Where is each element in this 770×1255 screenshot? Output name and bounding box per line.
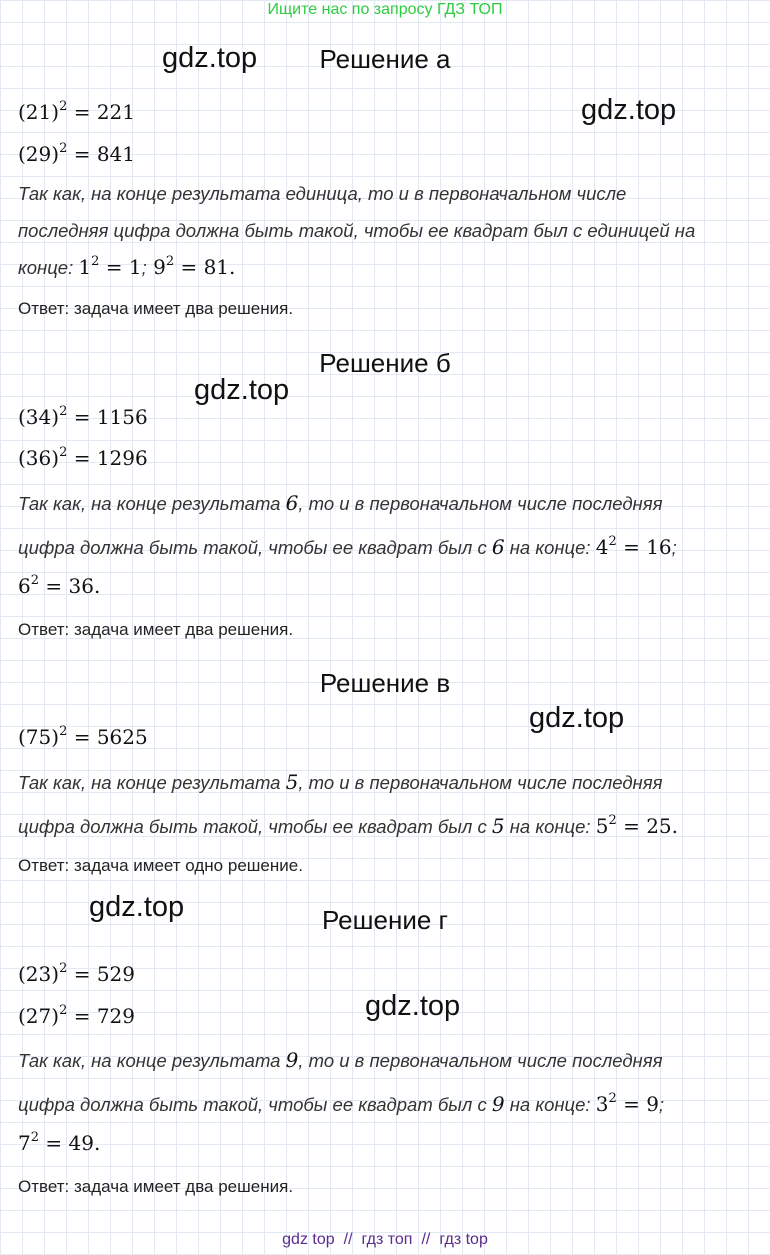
answer-text: Ответ: задача имеет два решения. — [18, 620, 294, 639]
equation: $(36)^2 = 1296$ — [18, 445, 148, 470]
footer-separator: // — [343, 1231, 353, 1248]
equation: $(27)^2 = 729$ — [18, 1003, 135, 1028]
explanation-line: последняя цифра должна быть такой, чтобы ее квадрат был с единицей на — [18, 220, 696, 241]
section-heading: Решение б — [319, 348, 451, 378]
explanation-line: цифра должна быть такой, чтобы ее квадрат был с 9 на конце: $3^2 = 9$; — [18, 1091, 665, 1116]
section-heading: Решение в — [319, 668, 451, 698]
search-banner: Ищите нас по запросу ГДЗ ТОП — [267, 1, 503, 18]
section-heading: Решение а — [319, 44, 451, 74]
equation: $(21)^2 = 221$ — [18, 99, 135, 124]
equation: $(23)^2 = 529$ — [18, 961, 135, 986]
watermark: gdz.top — [162, 42, 258, 74]
equation: $(34)^2 = 1156$ — [18, 404, 148, 429]
watermark: gdz.top — [365, 990, 461, 1022]
equation: $(75)^2 = 5625$ — [18, 724, 148, 749]
explanation-line: Так как, на конце результата 9, то и в первоначальном числе последняя — [18, 1048, 663, 1072]
footer-links — [0, 1231, 770, 1249]
watermark: gdz.top — [581, 94, 677, 126]
watermark: gdz.top — [529, 702, 625, 734]
answer-text: Ответ: задача имеет одно решение. — [18, 856, 303, 875]
watermark: gdz.top — [194, 374, 290, 406]
explanation-line: Так как, на конце результата 5, то и в первоначальном числе последняя — [18, 770, 663, 794]
answer-text: Ответ: задача имеет два решения. — [18, 299, 294, 318]
footer-link[interactable]: гдз топ — [361, 1231, 413, 1248]
explanation-line: Так как, на конце результата единица, то и в первоначальном числе — [18, 183, 627, 204]
explanation-line: Так как, на конце результата 6, то и в первоначальном числе последняя — [18, 491, 663, 515]
equation: $7^2 = 49$. — [18, 1130, 101, 1155]
explanation-line: конце: $1^2 = 1$; $9^2 = 81$. — [18, 254, 236, 279]
footer-link[interactable]: gdz top — [282, 1231, 335, 1248]
equation: $6^2 = 36$. — [18, 573, 101, 598]
footer-separator: // — [421, 1231, 431, 1248]
footer-link[interactable]: гдз top — [439, 1231, 488, 1248]
explanation-line: цифра должна быть такой, чтобы ее квадрат был с 5 на конце: $5^2 = 25$. — [18, 813, 678, 838]
section-heading: Решение г — [321, 905, 449, 935]
explanation-line: цифра должна быть такой, чтобы ее квадрат был с 6 на конце: $4^2 = 16$; — [18, 534, 677, 559]
watermark: gdz.top — [89, 891, 185, 923]
equation: $(29)^2 = 841$ — [18, 141, 135, 166]
answer-text: Ответ: задача имеет два решения. — [18, 1177, 294, 1196]
